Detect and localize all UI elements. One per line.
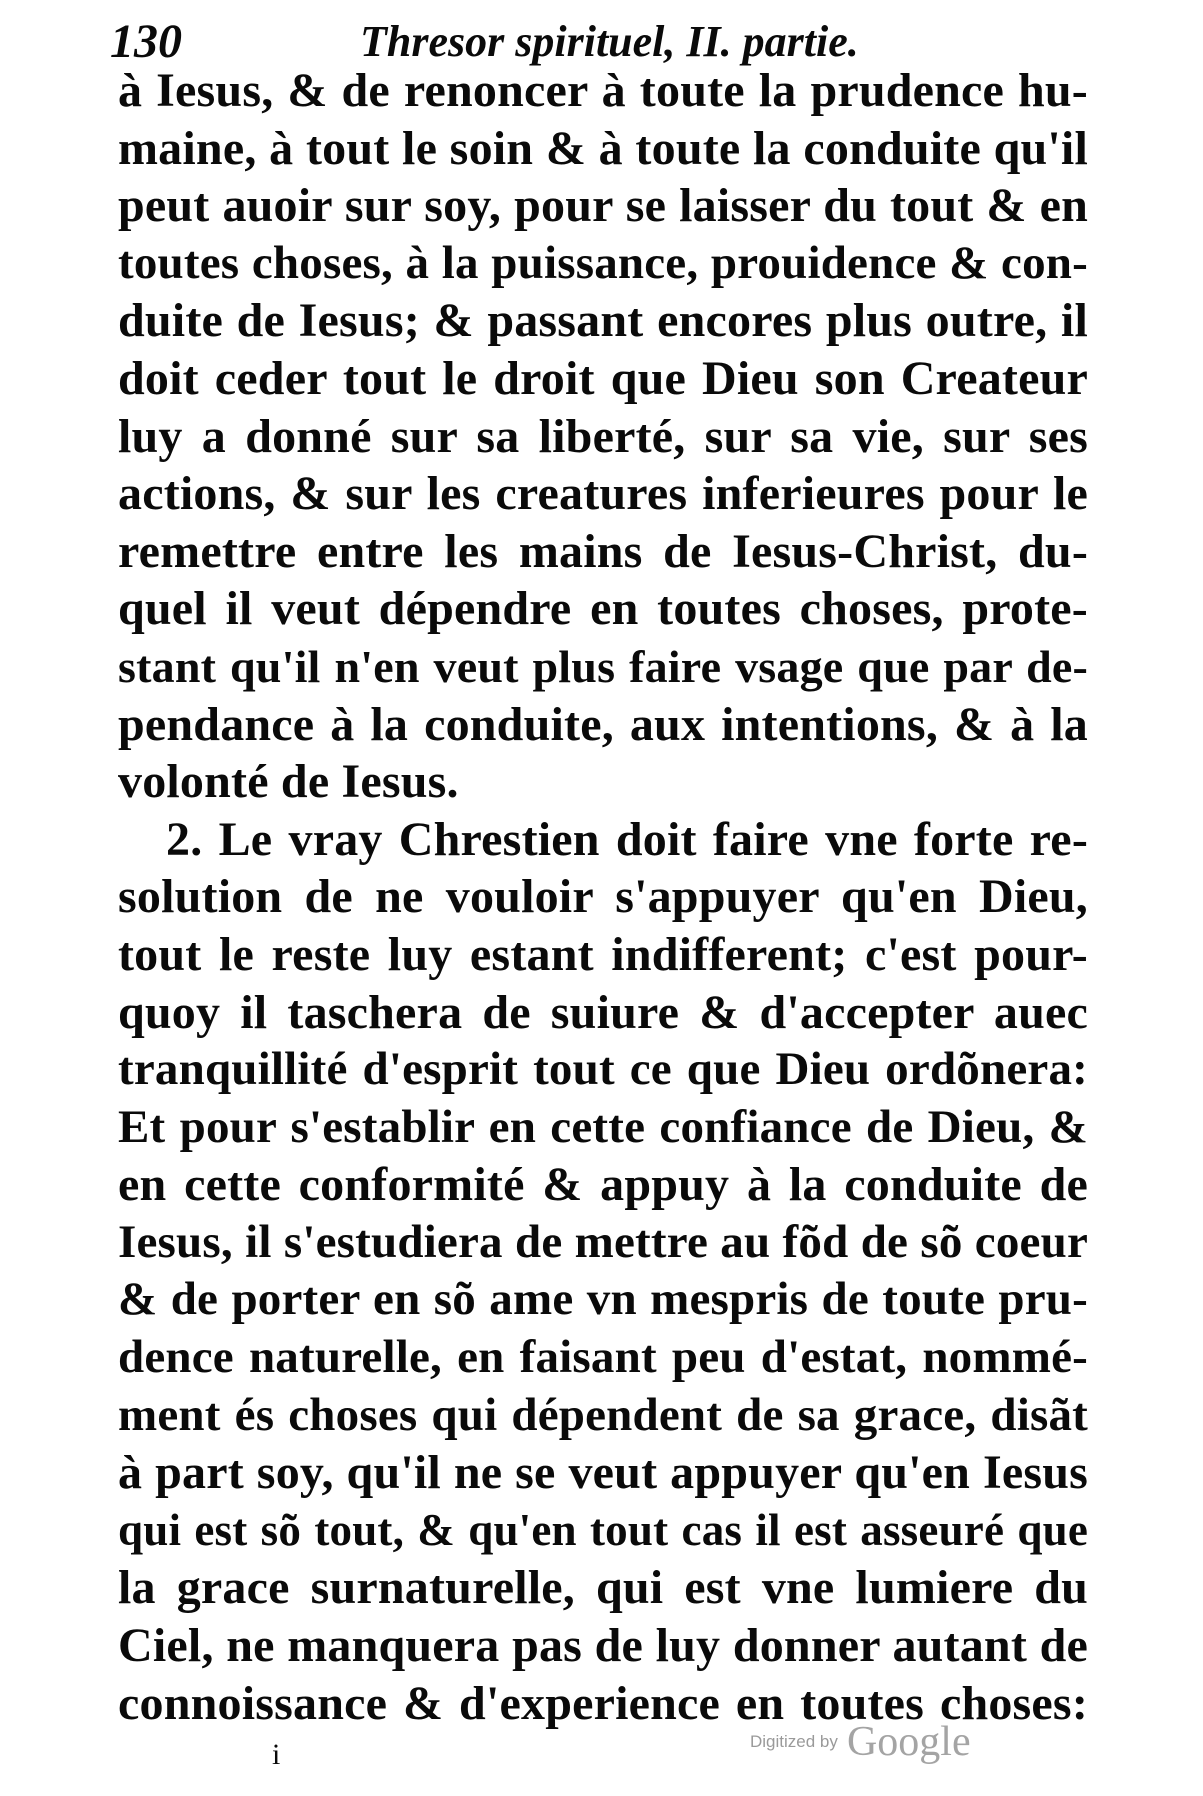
text-line: doit ceder tout le droit que Dieu son Createur	[118, 351, 1088, 405]
text-line: à Iesus, & de renoncer à toute la prudence hu-	[118, 64, 1088, 117]
text-line: Iesus, il s'estudiera de mettre au fõd de sõ coeur	[118, 1215, 1088, 1268]
running-title: Thresor spirituel, II. partie.	[360, 17, 859, 66]
text-line: Ciel, ne manquera pas de luy donner autant de	[118, 1619, 1088, 1673]
text-line: la grace surnaturelle, qui est vne lumiere du	[118, 1561, 1088, 1615]
paragraph-end-line: volonté de Iesus.	[118, 755, 459, 809]
text-line: ment és choses qui dépendent de sa grace, disãt	[118, 1388, 1088, 1441]
text-line: stant qu'il n'en veut plus faire vsage que par de-	[118, 640, 1088, 692]
text-line: luy a donné sur sa liberté, sur sa vie, sur ses	[118, 409, 1088, 463]
text-line: solution de ne vouloir s'appuyer qu'en Dieu,	[118, 870, 1088, 924]
text-line: Et pour s'establir en cette confiance de Dieu, &	[118, 1100, 1088, 1153]
page-number: 130	[110, 15, 182, 68]
text-line: à part soy, qu'il ne se veut appuyer qu'en Iesus	[118, 1446, 1088, 1500]
text-line: peut auoir sur soy, pour se laisser du tout & en	[118, 179, 1088, 233]
text-line: qui est sõ tout, & qu'en tout cas il est asseuré que	[118, 1504, 1088, 1555]
paragraph-start-line: 2. Le vray Chrestien doit faire vne forte re-	[166, 812, 1088, 866]
text-line: quoy il taschera de suiure & d'accepter auec	[118, 985, 1088, 1039]
text-line: en cette conformité & appuy à la conduite de	[118, 1158, 1088, 1212]
google-logo: Google	[846, 1719, 971, 1765]
text-line: connoissance & d'experience en toutes choses:	[118, 1676, 1088, 1730]
text-line: maine, à tout le soin & à toute la conduite qu'il	[118, 121, 1088, 175]
text-line: toutes choses, à la puissance, prouidence & con-	[118, 236, 1088, 289]
body-text	[118, 62, 1088, 1732]
text-line: tout le reste luy estant indifferent; c'est pour-	[118, 927, 1088, 981]
text-line: tranquillité d'esprit tout ce que Dieu ordõnera:	[118, 1043, 1088, 1096]
digitized-watermark	[750, 1718, 971, 1768]
text-line: & de porter en sõ ame vn mespris de toute pru-	[118, 1273, 1088, 1326]
text-line: dence naturelle, en faisant peu d'estat, nommé-	[118, 1331, 1088, 1384]
watermark-caption: Digitized by	[750, 1732, 838, 1751]
text-line: quel il veut dépendre en toutes choses, prote-	[118, 582, 1088, 636]
text-line: pendance à la conduite, aux intentions, & à la	[118, 697, 1088, 751]
text-line: duite de Iesus; & passant encores plus outre, il	[118, 294, 1088, 348]
text-line: actions, & sur les creatures inferieures pour le	[118, 467, 1088, 521]
signature-mark: i	[272, 1738, 281, 1771]
text-line: remettre entre les mains de Iesus-Christ, du-	[118, 524, 1088, 578]
